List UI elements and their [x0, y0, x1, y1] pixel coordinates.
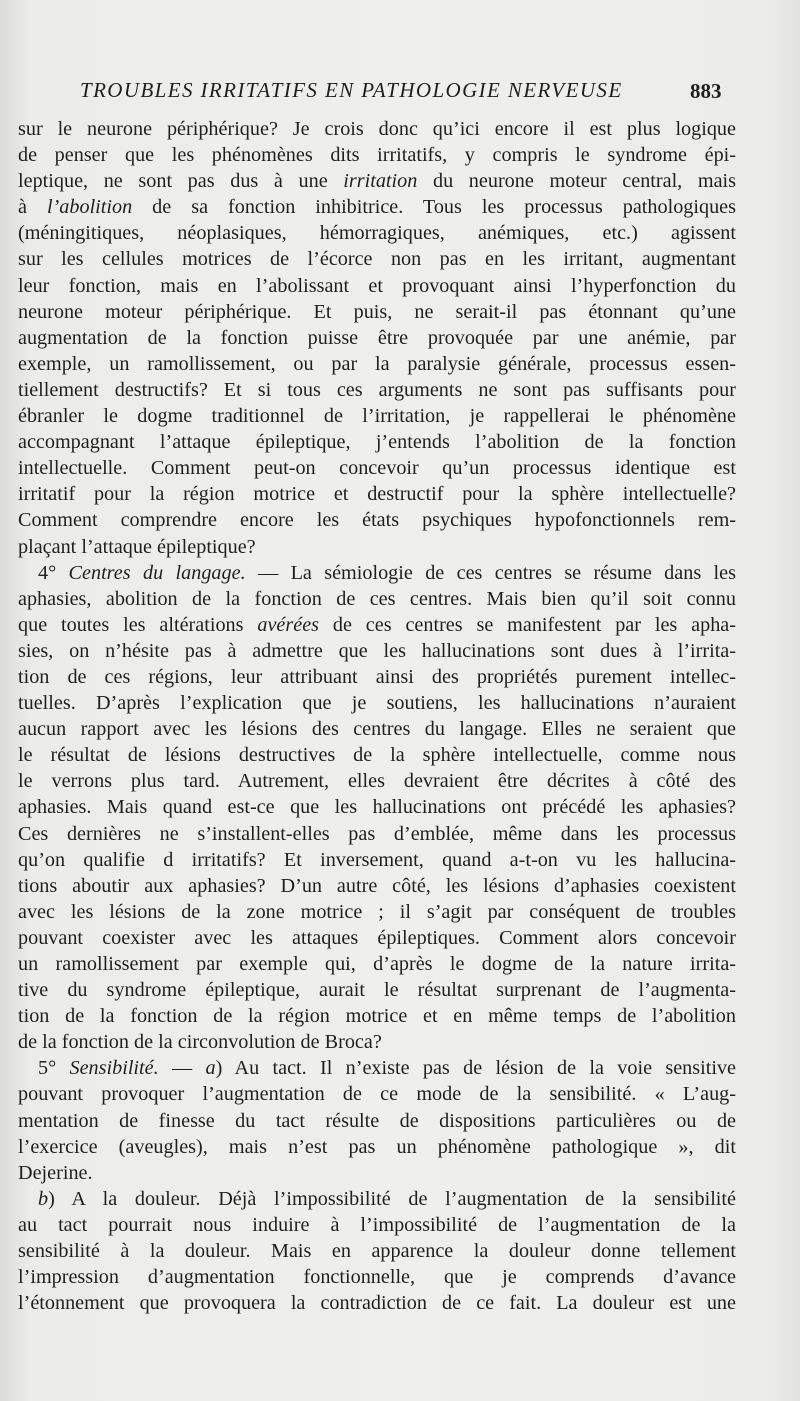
text-line: qu’on qualifie d irritatifs? Et inversement, quand a-t-on vu les hallucina- [18, 848, 736, 871]
text-line: mentation de finesse du tact résulte de dispositions particulières ou de [18, 1109, 736, 1132]
text-line: que toutes les altérations avérées de ces centres se manifestent par les apha- [18, 613, 736, 636]
section-title-centres-du-langage: Centres du langage. [68, 561, 246, 584]
text-line: tion de la fonction de la région motrice et en même temps de l’abolition [18, 1005, 736, 1028]
text-line: (méningitiques, néoplasiques, hémorragiques, anémiques, etc.) agissent [18, 222, 736, 245]
text-line: le résultat de lésions destructives de la sphère intellectuelle, comme nous [18, 744, 736, 767]
text-line: tiellement destructifs? Et si tous ces arguments ne sont pas suffisants pour [18, 378, 736, 401]
emphasis-averees: avérées [257, 613, 320, 636]
page-number: 883 [690, 79, 722, 103]
text-line: intellectuelle. Comment peut-on concevoir qu’un processus identique est [18, 457, 736, 480]
item-letter-a: a [205, 1057, 216, 1080]
text-line: l’étonnement que provoquera la contradiction de ce fait. La douleur est une [18, 1292, 736, 1315]
text-line: accompagnant l’attaque épileptique, j’entends l’abolition de la fonction [18, 431, 736, 454]
section-heading-line: 4° Centres du langage. — La sémiologie de ces centres se résume dans les [38, 561, 736, 584]
text-line: avec les lésions de la zone motrice ; il s’agit par conséquent de troubles [18, 900, 736, 923]
text-line: tions aboutir aux aphasies? D’un autre côté, les lésions d’aphasies coexistent [18, 874, 736, 897]
text-line: pouvant provoquer l’augmentation de ce mode de la sensibilité. « L’aug- [18, 1083, 736, 1106]
text-line: tuelles. D’après l’explication que je soutiens, les hallucinations n’auraient [18, 692, 736, 715]
text-line: exemple, un ramollissement, ou par la paralysie générale, processus essen- [18, 352, 736, 375]
text-line: au tact pourrait nous induire à l’impossibilité de l’augmentation de la [18, 1213, 736, 1236]
text-line: tive du syndrome épileptique, aurait le résultat surprenant de l’augmenta- [18, 979, 736, 1002]
text-line: irritatif pour la région motrice et destructif pour la sphère intellectuelle? [18, 483, 736, 506]
text-line: un ramollissement par exemple qui, d’après le dogme de la nature irrita- [18, 953, 736, 975]
text-line: ébranler le dogme traditionnel de l’irritation, je rappellerai le phénomène [18, 405, 736, 428]
text-line: leptique, ne sont pas dus à une irritation du neurone moteur central, mais [18, 170, 736, 193]
text-line: aphasies. Mais quand est-ce que les hallucinations ont précédé les aphasies? [18, 796, 736, 819]
text-line: aucun rapport avec les lésions des centres du langage. Elles ne seraient que [18, 718, 736, 741]
text-line: sensibilité à la douleur. Mais en apparence la douleur donne tellement [18, 1240, 736, 1263]
text-line: à l’abolition de sa fonction inhibitrice. Tous les processus pathologiques [18, 196, 737, 219]
text-line: sur le neurone périphérique? Je crois donc qu’ici encore il est plus logique [18, 118, 736, 140]
body-text [18, 116, 736, 1316]
paragraph-end-line: de la fonction de la circonvolution de Broca? [18, 1031, 382, 1054]
text-line: Ces dernières ne s’installent-elles pas d’emblée, même dans les processus [18, 822, 736, 845]
emphasis-irritation: irritation [343, 170, 418, 193]
text-line: leur fonction, mais en l’abolissant et provoquant ainsi l’hyperfonction du [18, 274, 736, 297]
text-line: sies, on n’hésite pas à admettre que les hallucinations sont dues à l’irrita- [18, 639, 736, 662]
paragraph-end-line: plaçant l’attaque épileptique? [18, 535, 256, 558]
text-line: neurone moteur périphérique. Et puis, ne serait-il pas étonnant qu’une [18, 300, 736, 323]
text-line: tion de ces régions, leur attribuant ainsi des propriétés purement intellec- [18, 665, 736, 688]
text-line: sur les cellules motrices de l’écorce non pas en les irritant, augmentant [18, 248, 736, 271]
text-line: pouvant coexister avec les attaques épileptiques. Comment alors concevoir [18, 926, 736, 949]
text-line: de penser que les phénomènes dits irritatifs, y compris le syndrome épi- [18, 144, 736, 167]
text-line: le verrons plus tard. Autrement, elles devraient être décrites à côté des [18, 770, 736, 793]
text-line: augmentation de la fonction puisse être provoquée par une anémie, par [18, 326, 736, 349]
text-line: l’exercice (aveugles), mais n’est pas un phénomène pathologique », dit [18, 1135, 736, 1158]
paragraph-end-line: Dejerine. [18, 1161, 93, 1184]
text-line: aphasies, abolition de la fonction de ces centres. Mais bien qu’il soit connu [18, 587, 736, 610]
emphasis-abolition: l’abolition [46, 196, 133, 219]
running-title: TROUBLES IRRITATIFS EN PATHOLOGIE NERVEUSE [80, 78, 623, 102]
item-letter-b: b [38, 1187, 49, 1210]
text-line: l’impression d’augmentation fonctionnelle, que je comprends d’avance [18, 1266, 736, 1289]
subsection-line: b) A la douleur. Déjà l’impossibilité de l’augmentation de la sensibilité [38, 1187, 736, 1210]
page-header [0, 78, 800, 108]
section-title-sensibilite: Sensibilité. [69, 1057, 159, 1080]
text-line: Comment comprendre encore les états psychiques hypofonctionnels rem- [18, 509, 736, 532]
section-heading-line: 5° Sensibilité. — a) Au tact. Il n’existe pas de lésion de la voie sensitive [38, 1057, 737, 1080]
